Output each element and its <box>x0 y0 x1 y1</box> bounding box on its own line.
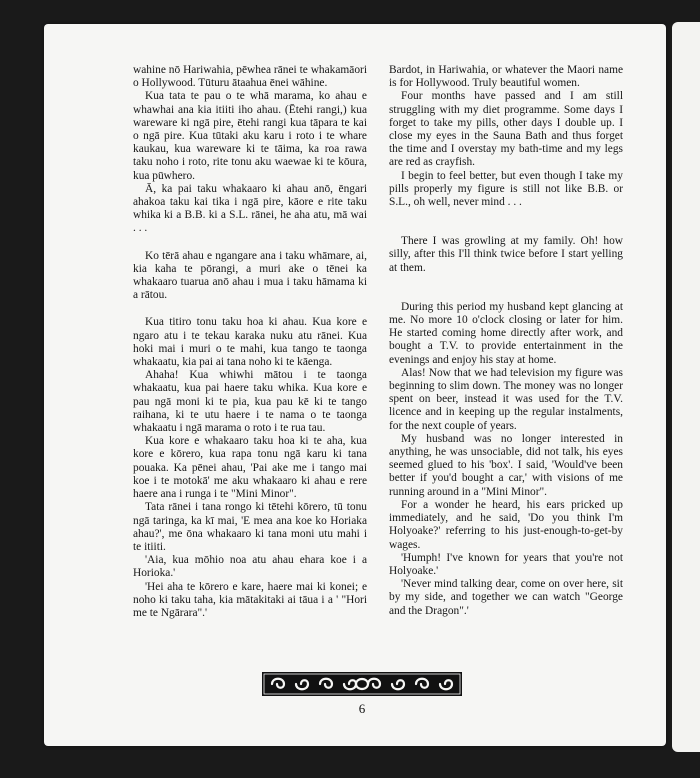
paragraph: During this period my husband kept glancing at me. No more 10 o'clock closing or later for him. He started coming home directly after work, and bought a T.V. to provide entertainment in the evenings and enjoy his stay at home. <box>389 300 623 366</box>
paragraph: Ā, ka pai taku whakaaro ki ahau anō, ēngari ahakoa taku kai tika i ngā pire, kāore e rite taku whika ki a B.B. ki a S.L. rānei, he aha atu, mā wai . . . <box>133 182 367 235</box>
paragraph: Alas! Now that we had television my figure was beginning to slim down. The money was no longer spent on beer, instead it was used for the T.V. licence and in keeping up the regular instalments, for the next couple of years. <box>389 366 623 432</box>
paragraph: Ko tērā ahau e ngangare ana i taku whāmare, ai, kia kaha te pōrangi, a muri ake o tēnei ka whakaaro tuarua anō ahau i mua i taku hāmama ki a rātou. <box>133 249 367 302</box>
paragraph: 'Humph! I've known for years that you're not Holyoake.' <box>389 551 623 577</box>
paragraph-spacer <box>133 302 367 316</box>
paragraph: Kua kore e whakaaro taku hoa ki te aha, kua kore e kōrero, kua rapa tonu ngā karu ki tana pouaka. Ka pēnei ahau, 'Pai ake me i tango mai koe i te motokā' me aku whakaaro ki ahau e rere haere ana i runga i te "Mini Minor". <box>133 435 367 501</box>
paragraph-spacer <box>389 209 623 235</box>
paragraph: My husband was no longer interested in anything, he was unsociable, did not talk, his eyes seemed glued to his 'box'. I said, 'Would've been better if you'd bought a car,' with visions of me running around in a "Mini Minor". <box>389 432 623 498</box>
paragraph: Kua titiro tonu taku hoa ki ahau. Kua kore e ngaro atu i te tekau karaka nuku atu rānei. Kua hoki mai i muri o te mahi, kua tango te taonga whakaatu, kia pai ai tana noho ki te kāenga. <box>133 316 367 369</box>
paragraph: Four months have passed and I am still struggling with my diet programme. Some days I forget to take my pills, other days I double up. I close my eyes in the Sauna Bath and thus forget the time and I overstay my bath-time and my legs are red as crayfish. <box>389 90 623 169</box>
koru-border-ornament-icon <box>262 672 462 696</box>
paragraph-spacer <box>389 275 623 301</box>
paragraph-spacer <box>133 236 367 250</box>
paragraph: Tata rānei i tana rongo ki tētehi kōrero, tū tonu ngā taringa, ka kī mai, 'E mea ana koe ko Horiaka ahau?', me ōna whakaaro ki tana moni utu mahi i te itiiti. <box>133 501 367 553</box>
paragraph: Bardot, in Hariwahia, or whatever the Maori name is for Hollywood. Truly beautiful women. <box>389 64 623 90</box>
paragraph: 'Hei aha te kōrero e kare, haere mai ki konei; e noho ki taku taha, kia mātakitaki ai tāua i a ' "Hori me te Ngārara".' <box>133 580 367 619</box>
paragraph: For a wonder he heard, his ears pricked up immediately, and he said, 'Do you think I'm Holyoake?' referring to his just-enough-to-get-by wages. <box>389 498 623 551</box>
paragraph: There I was growling at my family. Oh! how silly, after this I'll think twice before I start yelling at them. <box>389 235 623 274</box>
paragraph: I begin to feel better, but even though I take my pills properly my figure is still not like B.B. or S.L., oh well, never mind . . . <box>389 169 623 209</box>
paragraph: 'Never mind talking dear, come on over here, sit by my side, and together we can watch "George and the Dragon".' <box>389 578 623 617</box>
paragraph: wahine nō Hariwahia, pēwhea rānei te whakamāori o Hollywood. Tūturu ātaahua ēnei wāhine. <box>133 64 367 90</box>
page-number: 6 <box>358 701 366 716</box>
maori-text-column <box>133 64 367 620</box>
english-text-column <box>389 64 623 618</box>
paragraph: 'Aia, kua mōhio noa atu ahau ehara koe i a Horioka.' <box>133 554 367 580</box>
paragraph: Kua tata te pau o te whā marama, ko ahau e whawhai ana kia itiiti iho ahau. (Ētehi rangi,) kua wareware ki ngā pire, ētehi rangi kua tāpara te kai o ngā pire. Kua tūtaki aku karu i roto i te whare kaukau, kua wareware ki te tāima, ka roa rawa taku noho i roto, rite tonu aku waewae ki te kōura, kua pūwhero. <box>133 90 367 182</box>
adjacent-page-edge <box>672 22 700 752</box>
paragraph: Ahaha! Kua whiwhi mātou i te taonga whakaatu, kua pai haere taku whika. Kua kore e pau ngā moni ki te pia, kua pau kē ki te tango raihana, ki te utu haere i te nama o te taonga whakaatu i ngā marama o roto i te rua tau. <box>133 369 367 435</box>
